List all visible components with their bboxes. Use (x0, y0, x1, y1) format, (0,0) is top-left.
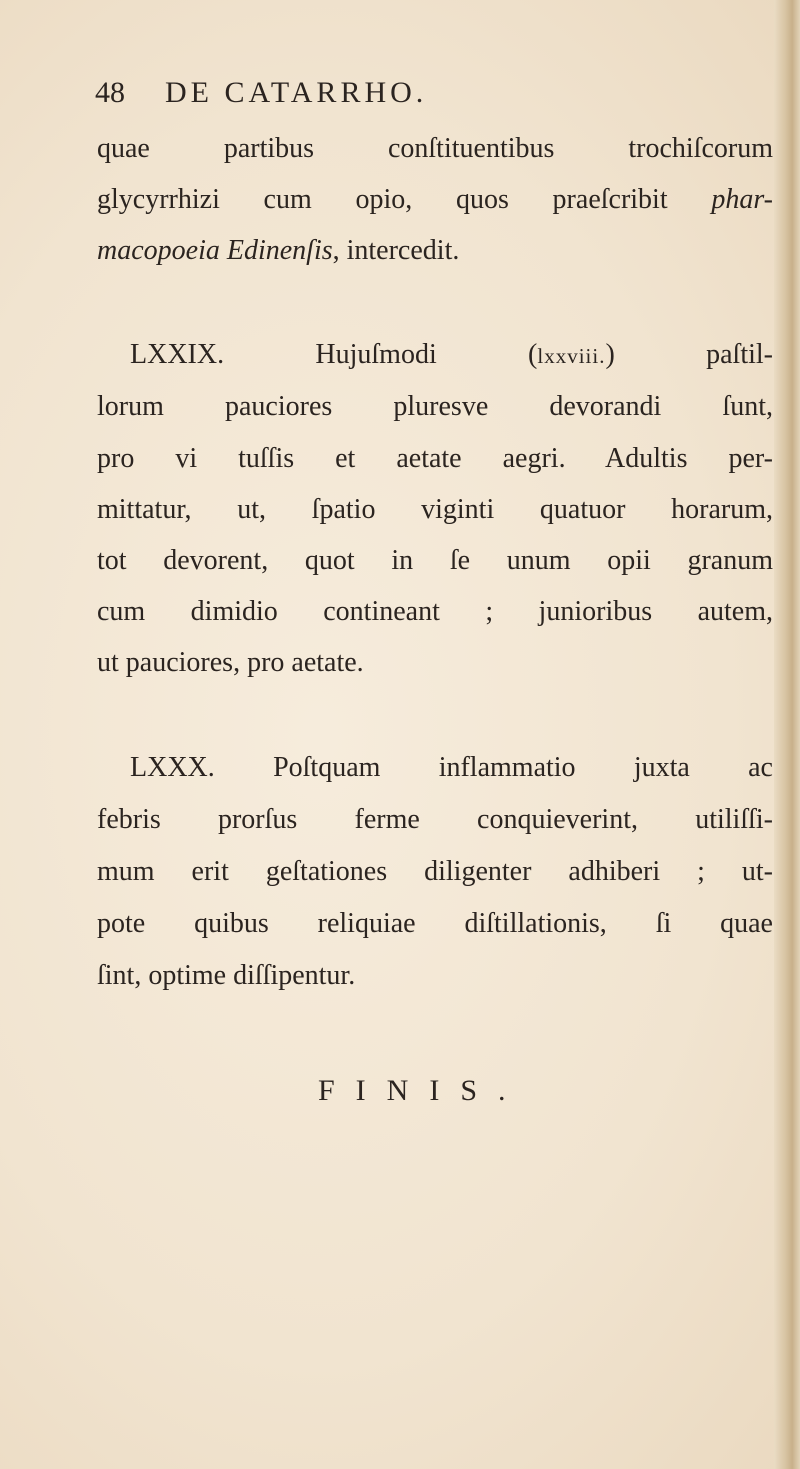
text-span: Hujuſmodi ( (315, 339, 538, 370)
text-span: , (332, 235, 340, 266)
text-line (130, 338, 773, 373)
text-span: lxxviii. (537, 344, 606, 368)
text-line: febris prorſus ferme conquieverint, utiliſſi- (97, 804, 773, 835)
section-number: LXXIX. (130, 339, 225, 370)
text-span: Poſtquam inflammatio juxta ac (273, 752, 773, 783)
text-line: pote quibus reliquiae diſtillationis, ſi quae (97, 908, 773, 939)
text-line: quae partibus conſtituentibus trochiſcorum (97, 133, 773, 164)
text-line: cum dimidio contineant ; junioribus autem, (97, 596, 773, 627)
running-header (95, 76, 427, 110)
italic-span: phar- (711, 184, 774, 215)
italic-span: macopoeia Edinenſis (97, 235, 333, 266)
page-number: 48 (95, 76, 125, 109)
text-line: lorum pauciores pluresve devorandi ſunt, (97, 391, 773, 422)
text-line: ut pauciores, pro aetate. (97, 647, 364, 678)
text-span: glycyrrhizi cum opio, quos praeſcribit (97, 184, 668, 215)
text-span: intercedit. (346, 235, 460, 266)
text-line (97, 234, 773, 268)
finis-heading: FINIS. (318, 1074, 527, 1107)
text-line: ſint, optime diſſipentur. (97, 960, 356, 991)
section-number: LXXX. (130, 752, 215, 783)
text-line: pro vi tuſſis et aetate aegri. Adultis per- (97, 443, 773, 474)
text-span: ) paſtil- (605, 339, 773, 370)
text-line: mittatur, ut, ſpatio viginti quatuor horarum, (97, 494, 773, 525)
text-line (130, 751, 773, 785)
page-edge (774, 0, 800, 1469)
running-title: DE CATARRHO. (165, 76, 428, 109)
text-line: mum erit geſtationes diligenter adhiberi ; ut- (97, 856, 773, 887)
text-line: tot devorent, quot in ſe unum opii granum (97, 545, 773, 576)
text-line (97, 183, 773, 217)
